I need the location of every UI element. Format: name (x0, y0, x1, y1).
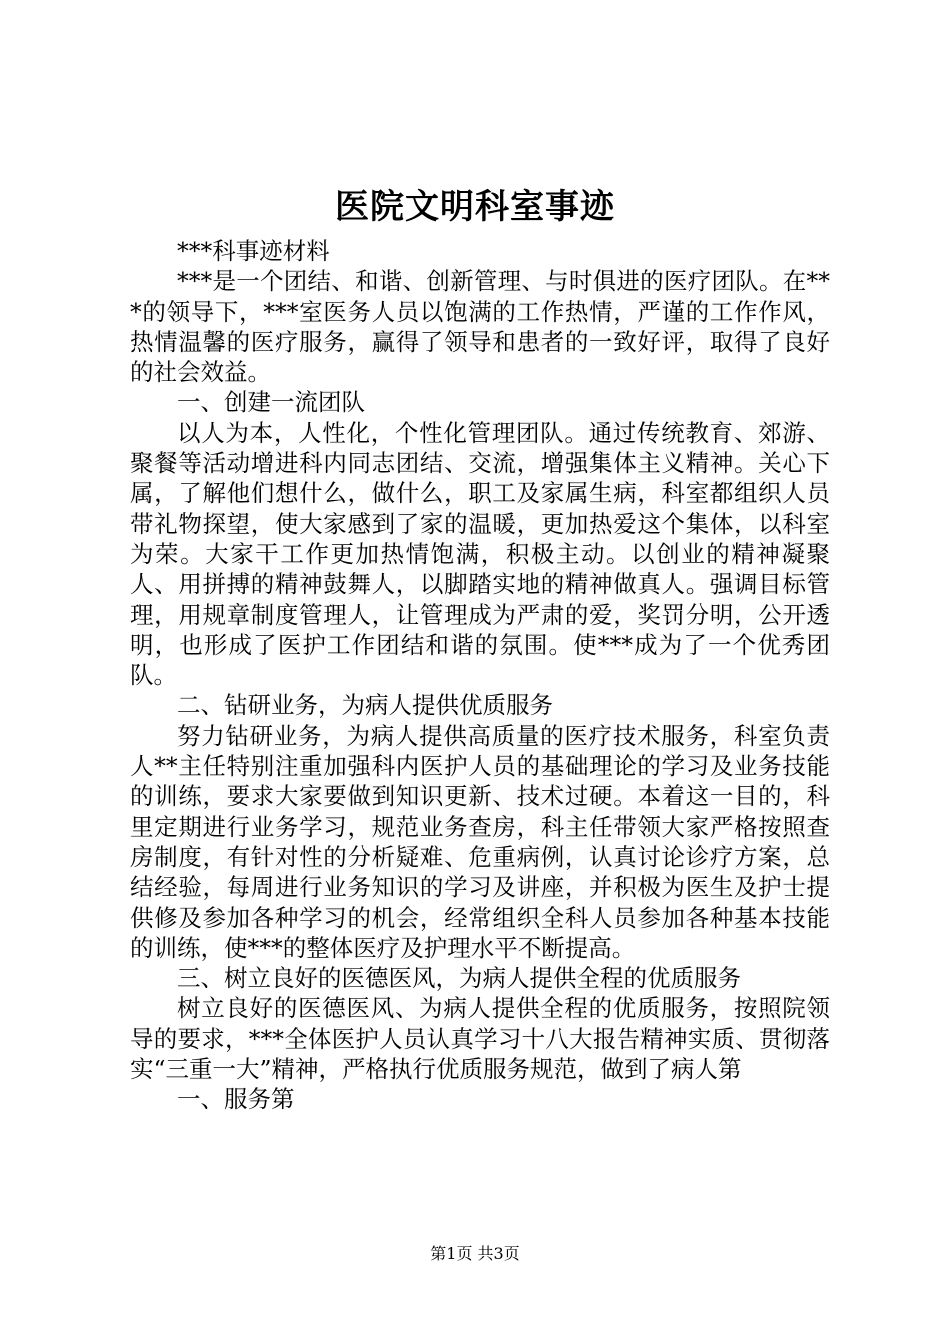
section-1-paragraph: 以人为本，人性化，个性化管理团队。通过传统教育、郊游、聚餐等活动增进科内同志团结、交流，增强集体主义精神。关心下属，了解他们想什么，做什么，职工及家属生病，科室都组织人员带礼物探望，使大家感到了家的温暖，更加热爱这个集体，以科室为荣。大家干工作更加热情饱满，积极主动。以创业的精神凝聚人、用拼搏的精神鼓舞人，以脚踏实地的精神做真人。强调目标管理，用规章制度管理人，让管理成为严肃的爱，奖罚分明，公开透明，也形成了医护工作团结和谐的氛围。使***成为了一个优秀团队。 (130, 418, 830, 690)
section-3-paragraph: 树立良好的医德医风、为病人提供全程的优质服务，按照院领导的要求，***全体医护人员认真学习十八大报告精神实质、贯彻落实“三重一大”精神，严格执行优质服务规范，做到了病人第 (130, 994, 830, 1084)
section-2-paragraph: 努力钻研业务，为病人提供高质量的医疗技术服务，科室负责人**主任特别注重加强科内医护人员的基础理论的学习及业务技能的训练，要求大家要做到知识更新、技术过硬。本着这一目的，科里定期进行业务学习，规范业务查房，科主任带领大家严格按照查房制度，有针对性的分析疑难、危重病例，认真讨论诊疗方案，总结经验，每周进行业务知识的学习及讲座，并积极为医生及护士提供修及参加各种学习的机会，经常组织全科人员参加各种基本技能的训练，使***的整体医疗及护理水平不断提高。 (130, 721, 830, 962)
section-heading-2: 二、钻研业务，为病人提供优质服务 (177, 691, 553, 720)
document-body (130, 236, 830, 1115)
intro-paragraph: ***是一个团结、和谐、创新管理、与时俱进的医疗团队。在***的领导下，***室医务人员以饱满的工作热情，严谨的工作作风，热情温馨的医疗服务，赢得了领导和患者的一致好评，取得了良好的社会效益。 (130, 267, 830, 387)
document-title: 医院文明科室事迹 (335, 187, 615, 227)
section-heading-1: 一、创建一流团队 (177, 388, 365, 417)
trailing-paragraph: 一、服务第 (177, 1085, 295, 1114)
page-footer: 第1页 共3页 (430, 1244, 520, 1263)
section-heading-3: 三、树立良好的医德医风，为病人提供全程的优质服务 (177, 964, 741, 993)
subtitle-paragraph: ***科事迹材料 (177, 237, 330, 265)
